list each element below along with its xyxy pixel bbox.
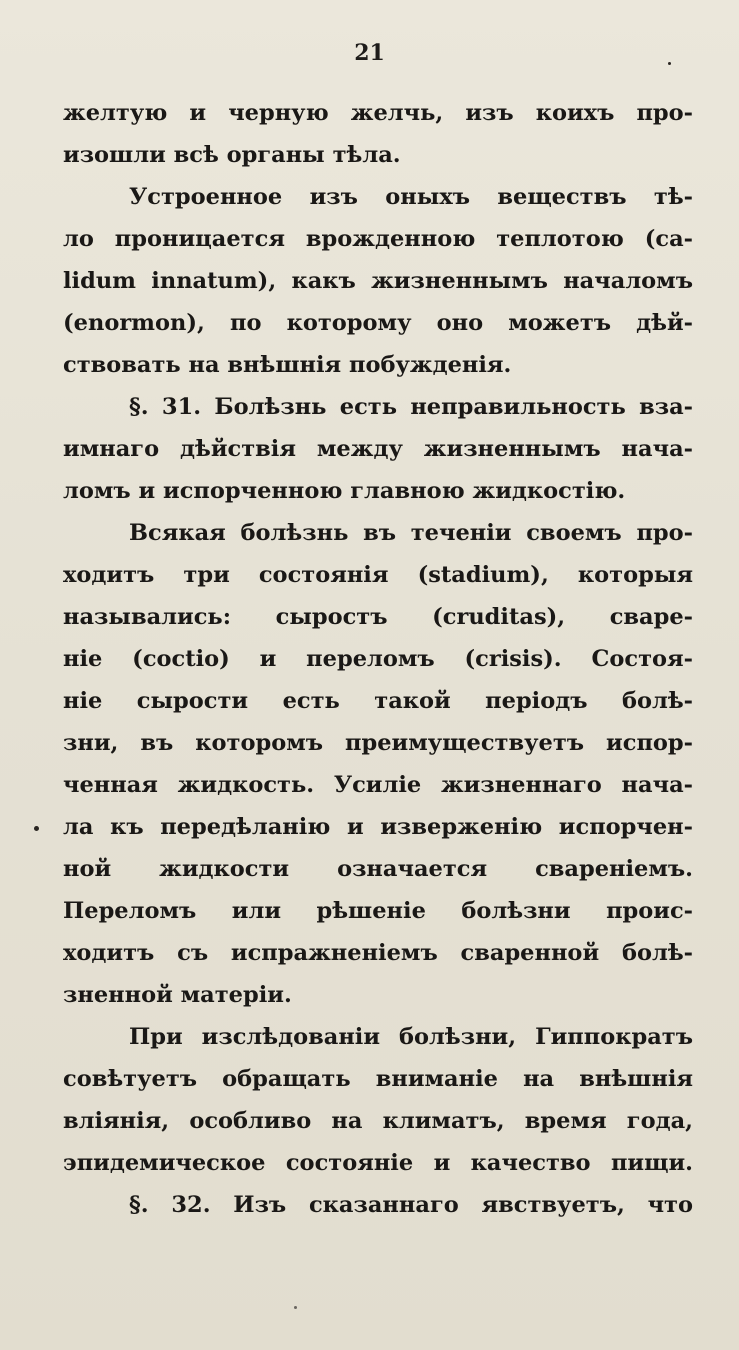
text-line: ходитъ три состоянія (stadium), которыя — [63, 562, 693, 588]
text-line: зни, въ которомъ преимуществуетъ испор- — [63, 730, 693, 756]
text-line: имнаго дѣйствія между жизненнымъ нача- — [63, 436, 693, 462]
text-line: назывались: сыростъ (cruditas), сваре- — [63, 604, 693, 630]
ink-speck — [294, 1306, 297, 1309]
text-line: lidum innatum), какъ жизненнымъ началомъ — [63, 268, 693, 294]
page-number: 21 — [354, 40, 385, 66]
text-line: Переломъ или рѣшеніе болѣзни проис- — [63, 898, 693, 924]
text-line: §. 31. Болѣзнь есть неправильность вза- — [129, 394, 693, 420]
text-line: §. 32. Изъ сказаннаго явствуетъ, что — [129, 1192, 693, 1218]
text-line: ла къ передѣланію и изверженію испорчен- — [63, 814, 693, 840]
text-line: ной жидкости означается свареніемъ. — [63, 856, 693, 882]
text-line: зненной матеріи. — [63, 982, 292, 1008]
text-line: При изслѣдованіи болѣзни, Гиппократъ — [129, 1024, 693, 1050]
text-line: желтую и черную желчь, изъ коихъ про- — [63, 100, 693, 126]
text-line: совѣтуетъ обращать вниманіе на внѣшнія — [63, 1066, 693, 1092]
text-line: Устроенное изъ оныхъ веществъ тѣ- — [129, 184, 693, 210]
body-text — [63, 92, 693, 1226]
text-line: ствовать на внѣшнія побужденія. — [63, 352, 512, 378]
text-line: вліянія, особливо на климатъ, время года, — [63, 1108, 693, 1134]
text-line: изошли всѣ органы тѣла. — [63, 142, 401, 168]
ink-speck — [34, 826, 39, 831]
text-line: ходитъ съ испражненіемъ сваренной болѣ- — [63, 940, 693, 966]
text-line: (enormon), по которому оно можетъ дѣй- — [63, 310, 693, 336]
text-line: ніе сырости есть такой періодъ болѣ- — [63, 688, 693, 714]
text-line: ніе (coctio) и переломъ (crisis). Состоя- — [63, 646, 693, 672]
text-line: Всякая болѣзнь въ теченіи своемъ про- — [129, 520, 693, 546]
text-line: эпидемическое состояніе и качество пищи. — [63, 1150, 693, 1176]
ink-speck — [668, 62, 671, 65]
text-line: ломъ и испорченною главною жидкостію. — [63, 478, 626, 504]
text-line: ло проницается врожденною теплотою (ca- — [63, 226, 693, 252]
text-line: ченная жидкость. Усиліе жизненнаго нача- — [63, 772, 693, 798]
